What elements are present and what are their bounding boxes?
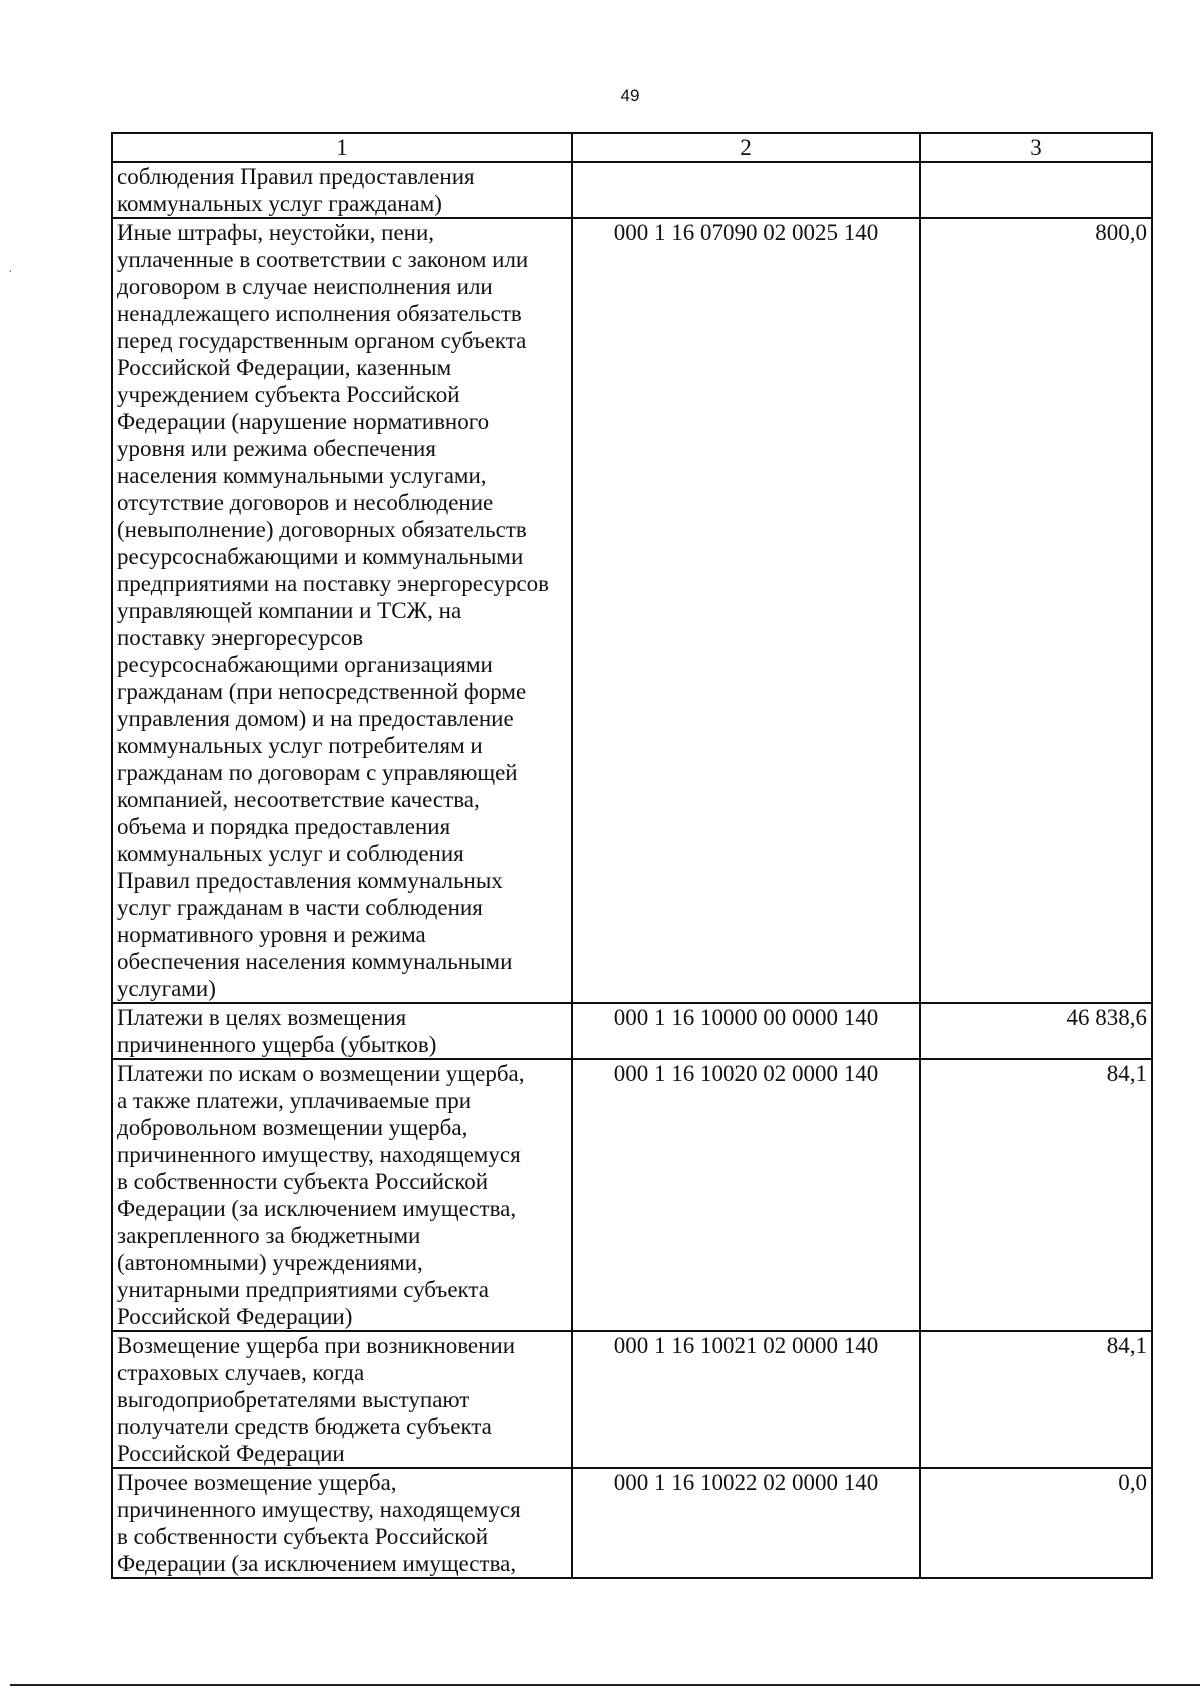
description-line: а также платежи, уплачиваемые при (117, 1088, 472, 1113)
description-line: унитарными предприятиями субъекта (117, 1277, 489, 1302)
description-line: учреждением субъекта Российской (117, 382, 460, 407)
description-line: страховых случаев, когда (117, 1360, 365, 1385)
description-line: договором в случае неисполнения или (117, 274, 493, 299)
page-number: 49 (620, 86, 640, 105)
description-line: причиненного ущерба (убытков) (117, 1032, 437, 1057)
row-description (112, 218, 572, 1003)
revenue-table (111, 132, 1153, 1579)
row-code: 000 1 16 10000 00 0000 140 (572, 1003, 920, 1059)
description-line: гражданам (при непосредственной форме (117, 679, 527, 704)
description-line: соблюдения Правил предоставления (117, 164, 475, 189)
table-row (112, 218, 1152, 1003)
description-line: Российской Федерации, казенным (117, 355, 452, 380)
row-value: 84,1 (920, 1331, 1152, 1468)
description-line: объема и порядка предоставления (117, 814, 451, 839)
row-value (920, 162, 1152, 218)
column-header-3: 3 (920, 133, 1152, 162)
description-line: в собственности субъекта Российской (117, 1524, 489, 1549)
description-line: гражданам по договорам с управляющей (117, 760, 518, 785)
row-code: 000 1 16 10021 02 0000 140 (572, 1331, 920, 1468)
row-value: 800,0 (920, 218, 1152, 1003)
description-line: поставку энергоресурсов (117, 625, 364, 650)
column-header-1: 1 (112, 133, 572, 162)
row-description (112, 162, 572, 218)
row-code: 000 1 16 07090 02 0025 140 (572, 218, 920, 1003)
description-line: Федерации (за исключением имущества, (117, 1196, 517, 1221)
row-value: 0,0 (920, 1468, 1152, 1578)
description-line: управления домом) и на предоставление (117, 706, 514, 731)
description-line: ресурсоснабжающими и коммунальными (117, 544, 524, 569)
description-line: Российской Федерации) (117, 1304, 353, 1329)
description-line: Федерации (нарушение нормативного (117, 409, 490, 434)
description-line: компанией, несоответствие качества, (117, 787, 480, 812)
description-line: ненадлежащего исполнения обязательств (117, 301, 522, 326)
table-body (112, 162, 1152, 1578)
scan-speck: · (8, 262, 13, 278)
description-line: Российской Федерации (117, 1441, 345, 1466)
table-row (112, 1059, 1152, 1331)
description-line: причиненного имуществу, находящемуся (117, 1142, 521, 1167)
description-line: населения коммунальными услугами, (117, 463, 487, 488)
description-line: закрепленного за бюджетными (117, 1223, 421, 1248)
description-line: нормативного уровня и режима (117, 922, 426, 947)
description-line: услуг гражданам в части соблюдения (117, 895, 483, 920)
description-line: Платежи в целях возмещения (117, 1005, 407, 1030)
row-value: 46 838,6 (920, 1003, 1152, 1059)
description-line: отсутствие договоров и несоблюдение (117, 490, 494, 515)
table-row (112, 1331, 1152, 1468)
description-line: Правил предоставления коммунальных (117, 868, 503, 893)
description-line: уровня или режима обеспечения (117, 436, 436, 461)
table-row (112, 162, 1152, 218)
description-line: получатели средств бюджета субъекта (117, 1414, 492, 1439)
bottom-rule (10, 1684, 1200, 1686)
row-value: 84,1 (920, 1059, 1152, 1331)
row-code (572, 162, 920, 218)
description-line: (автономными) учреждениями, (117, 1250, 423, 1275)
description-line: Прочее возмещение ущерба, (117, 1470, 397, 1495)
row-description (112, 1331, 572, 1468)
row-code: 000 1 16 10020 02 0000 140 (572, 1059, 920, 1331)
column-header-2: 2 (572, 133, 920, 162)
description-line: Возмещение ущерба при возникновении (117, 1333, 516, 1358)
description-line: Федерации (за исключением имущества, (117, 1551, 517, 1576)
description-line: коммунальных услуг гражданам) (117, 191, 442, 216)
description-line: в собственности субъекта Российской (117, 1169, 489, 1194)
description-line: обеспечения населения коммунальными (117, 949, 513, 974)
description-line: уплаченные в соответствии с законом или (117, 247, 529, 272)
description-line: Платежи по искам о возмещении ущерба, (117, 1061, 525, 1086)
table-row (112, 1003, 1152, 1059)
description-line: добровольном возмещении ущерба, (117, 1115, 468, 1140)
row-code: 000 1 16 10022 02 0000 140 (572, 1468, 920, 1578)
description-line: выгодоприобретателями выступают (117, 1387, 470, 1412)
description-line: причиненного имуществу, находящемуся (117, 1497, 521, 1522)
description-line: предприятиями на поставку энергоресурсов (117, 571, 550, 596)
table-row (112, 1468, 1152, 1578)
description-line: ресурсоснабжающими организациями (117, 652, 493, 677)
description-line: (невыполнение) договорных обязательств (117, 517, 527, 542)
description-line: услугами) (117, 976, 216, 1001)
description-line: перед государственным органом субъекта (117, 328, 527, 353)
table-header-row (112, 133, 1152, 162)
description-line: Иные штрафы, неустойки, пени, (117, 220, 435, 245)
description-line: коммунальных услуг потребителям и (117, 733, 483, 758)
description-line: коммунальных услуг и соблюдения (117, 841, 464, 866)
row-description (112, 1003, 572, 1059)
row-description (112, 1059, 572, 1331)
description-line: управляющей компании и ТСЖ, на (117, 598, 462, 623)
row-description (112, 1468, 572, 1578)
